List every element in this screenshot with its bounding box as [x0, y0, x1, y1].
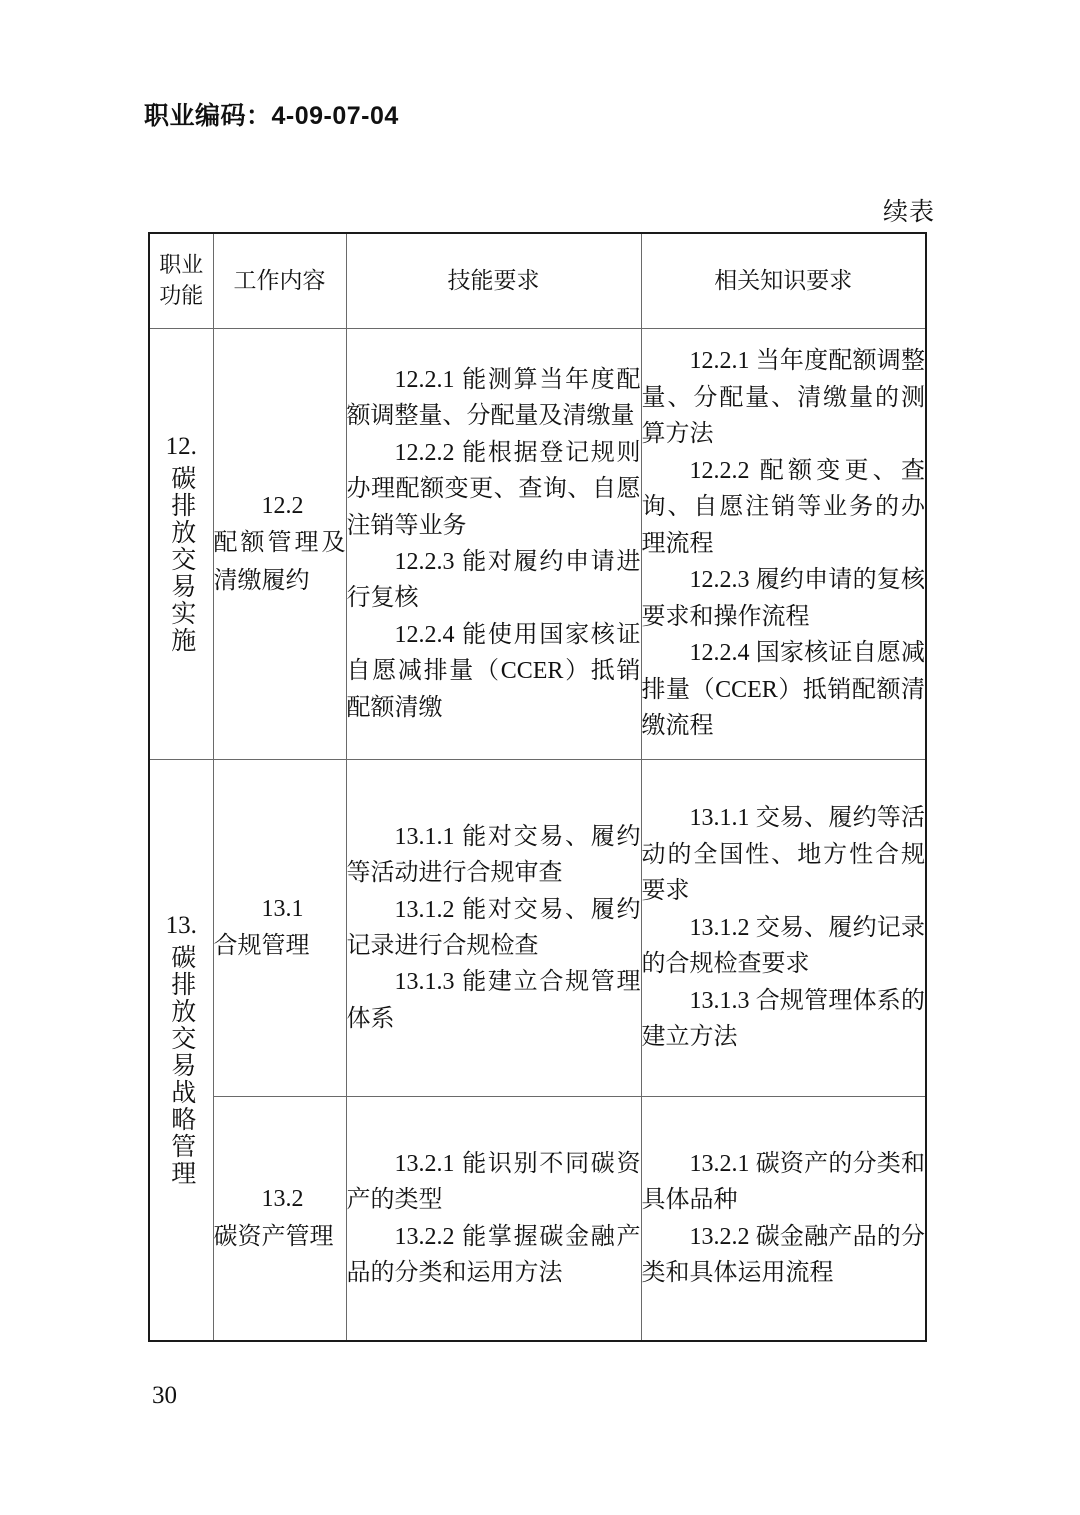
table-row [149, 329, 926, 760]
function-name-12: 碳排放交易实施 [167, 465, 195, 654]
skill-item: 13.1.1 能对交易、履约等活动进行合规审查 [346, 823, 641, 887]
skill-item: 13.2.1 能识别不同碳资产的类型 [346, 1150, 641, 1214]
knowledge-item: 12.2.1 当年度配额调整量、分配量、清缴量的测算方法 [641, 348, 925, 448]
column-header-function-line2: 功能 [159, 283, 204, 308]
knowledge-item: 13.1.2 交易、履约记录的合规检查要求 [641, 914, 925, 978]
work-content-cell-12-2 [213, 329, 346, 760]
skill-item: 13.1.2 能对交易、履约记录进行合规检查 [346, 896, 641, 959]
work-content-name-13-1: 合规管理 [213, 933, 310, 959]
table-row [149, 760, 926, 1097]
occupation-code-header: 职业编码：4-09-07-04 [144, 102, 399, 130]
column-header-skill-requirements: 技能要求 [346, 233, 641, 329]
work-content-number-12-2: 12.2 [261, 493, 304, 520]
knowledge-item: 13.1.3 合规管理体系的建立方法 [641, 987, 925, 1051]
column-header-work-content: 工作内容 [213, 233, 346, 329]
skill-requirements-table [148, 232, 927, 1342]
skill-requirements-cell-13-1 [346, 760, 641, 1097]
knowledge-item: 13.2.2 碳金融产品的分类和具体运用流程 [641, 1223, 925, 1286]
work-content-number-13-1: 13.1 [261, 895, 304, 922]
skill-requirements-cell-13-2 [346, 1097, 641, 1342]
column-header-function-line1: 职业 [159, 252, 204, 278]
knowledge-requirements-cell-13-2 [641, 1097, 926, 1342]
skill-item: 12.2.3 能对履约申请进行复核 [346, 549, 641, 612]
page-number: 30 [152, 1382, 177, 1409]
column-header-knowledge-requirements: 相关知识要求 [641, 233, 926, 329]
skill-item: 12.2.2 能根据登记规则办理配额变更、查询、自愿注销等业务 [346, 439, 641, 539]
work-content-cell-13-1 [213, 760, 346, 1097]
knowledge-item: 13.2.1 碳资产的分类和具体品种 [641, 1150, 925, 1214]
skill-item: 12.2.4 能使用国家核证自愿减排量（CCER）抵销配额清缴 [346, 621, 641, 721]
work-content-name-13-2: 碳资产管理 [213, 1223, 334, 1250]
skill-item: 13.2.2 能掌握碳金融产品的分类和运用方法 [346, 1223, 641, 1286]
knowledge-requirements-cell-13-1 [641, 760, 926, 1097]
column-header-function [149, 233, 213, 329]
work-content-name-12-2: 配额管理及清缴履约 [213, 530, 346, 594]
table-header-row [149, 233, 926, 329]
knowledge-item: 12.2.4 国家核证自愿减排量（CCER）抵销配额清缴流程 [641, 640, 925, 740]
function-number-12: 12. [165, 433, 197, 460]
table-row [149, 1097, 926, 1342]
knowledge-item: 12.2.2 配额变更、查询、自愿注销等业务的办理流程 [641, 457, 925, 557]
function-name-13: 碳排放交易战略管理 [167, 944, 195, 1187]
knowledge-item: 12.2.3 履约申请的复核要求和操作流程 [641, 567, 925, 630]
function-number-13: 13. [165, 912, 197, 939]
skill-requirements-cell-12-2 [346, 329, 641, 760]
continued-table-label: 续表 [882, 199, 935, 226]
function-cell-12 [149, 329, 213, 760]
function-cell-13 [149, 760, 213, 1342]
knowledge-requirements-cell-12-2 [641, 329, 926, 760]
skill-item: 12.2.1 能测算当年度配额调整量、分配量及清缴量 [346, 366, 641, 430]
work-content-number-13-2: 13.2 [261, 1186, 304, 1213]
skill-item: 13.1.3 能建立合规管理体系 [346, 969, 641, 1032]
knowledge-item: 13.1.1 交易、履约等活动的全国性、地方性合规要求 [641, 805, 925, 905]
work-content-cell-13-2 [213, 1097, 346, 1342]
